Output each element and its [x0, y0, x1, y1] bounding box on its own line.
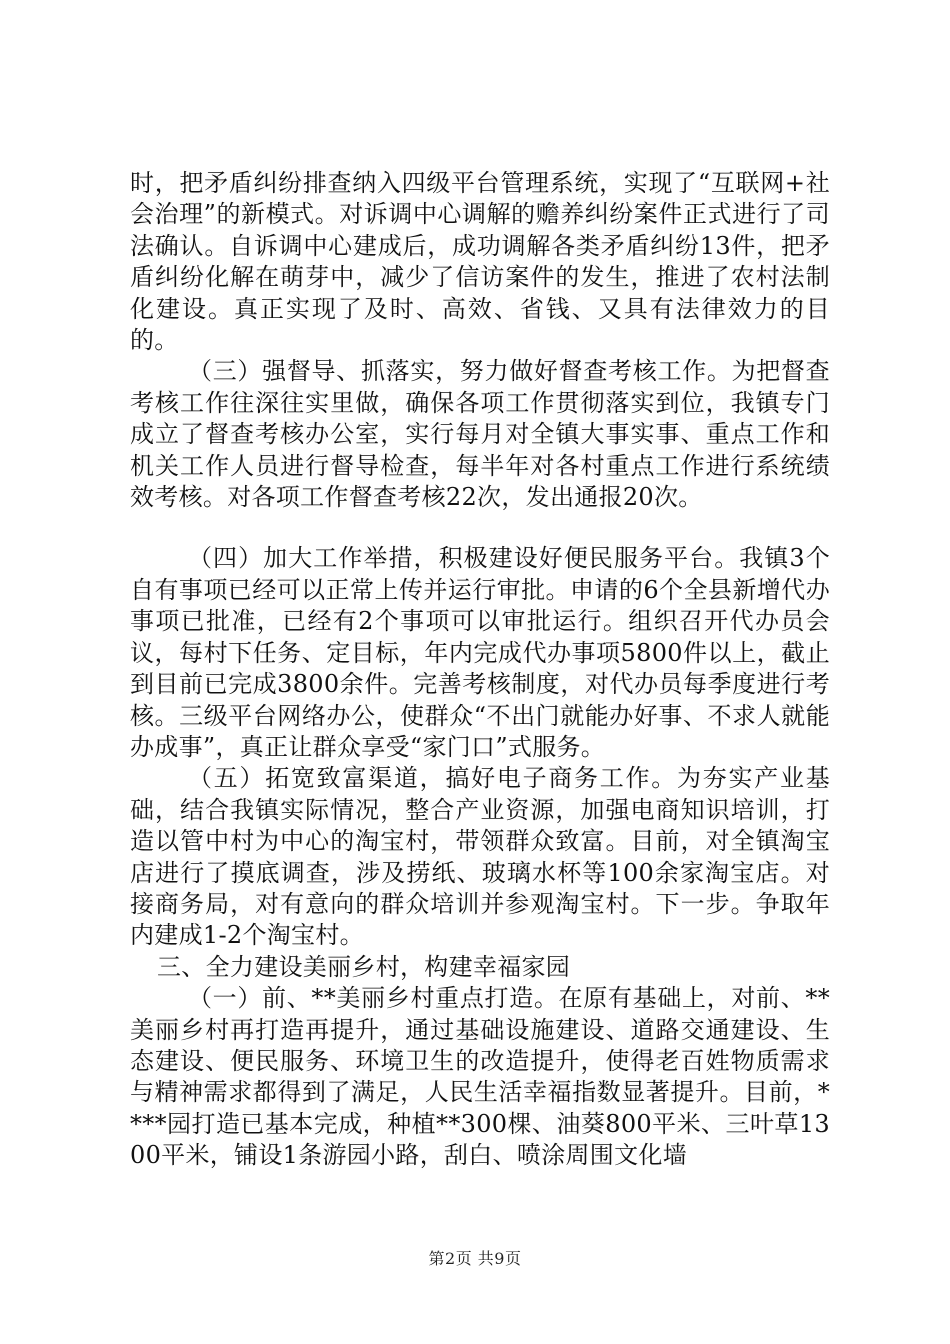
paragraph-section-5: （五）拓宽致富渠道，搞好电子商务工作。为夯实产业基础，结合我镇实际情况，整合产业资源，加强电商知识培训，打造以管中村为中心的淘宝村，带领群众致富。目前，对全镇淘宝店进行了摸底调查，涉及捞纸、玻璃水杯等100余家淘宝店。对接商务局，对有意向的群众培训并参观淘宝村。下一步。争取年内建成1-2个淘宝村。 — [130, 764, 830, 950]
paragraph-section-3: （三）强督导、抓落实，努力做好督查考核工作。为把督查考核工作往深往实里做，确保各项工作贯彻落实到位，我镇专门成立了督查考核办公室，实行每月对全镇大事实事、重点工作和机关工作人员进行督导检查，每半年对各村重点工作进行系统绩效考核。对各项工作督查考核22次，发出通报20次。 — [130, 357, 830, 512]
paragraph-continuation: 时，把矛盾纠纷排查纳入四级平台管理系统，实现了“互联网+社会治理”的新模式。对诉调中心调解的赡养纠纷案件正式进行了司法确认。自诉调中心建成后，成功调解各类矛盾纠纷13件，把矛盾纠纷化解在萌芽中，减少了信访案件的发生，推进了农村法制化建设。真正实现了及时、高效、省钱、又具有法律效力的目的。 — [130, 169, 830, 355]
page-footer: 第2页 共9页 — [428, 1249, 522, 1268]
paragraph-spacer — [130, 513, 830, 543]
section-heading-3: 三、全力建设美丽乡村，构建幸福家园 — [157, 952, 571, 981]
document-body — [130, 168, 830, 1172]
paragraph-section-4: （四）加大工作举措，积极建设好便民服务平台。我镇3个自有事项已经可以正常上传并运行审批。申请的6个全县新增代办事项已批准，已经有2个事项可以审批运行。组织召开代办员会议，每村下任务、定目标，年内完成代办事项5800件以上，截止到目前已完成3800余件。完善考核制度，对代办员每季度进行考核。三级平台网络办公，使群众“不出门就能办好事、不求人就能办成事”，真正让群众享受“家门口”式服务。 — [130, 544, 830, 761]
paragraph-subsection-1: （一）前、**美丽乡村重点打造。在原有基础上，对前、**美丽乡村再打造再提升，通过基础设施建设、道路交通建设、生态建设、便民服务、环境卫生的改造提升，使得老百姓物质需求与精神需求都得到了满足，人民生活幸福指数显著提升。目前，****园打造已基本完成，种植**300棵、油葵800平米、三叶草1300平米，铺设1条游园小路，刮白、喷涂周围文化墙 — [130, 984, 830, 1170]
